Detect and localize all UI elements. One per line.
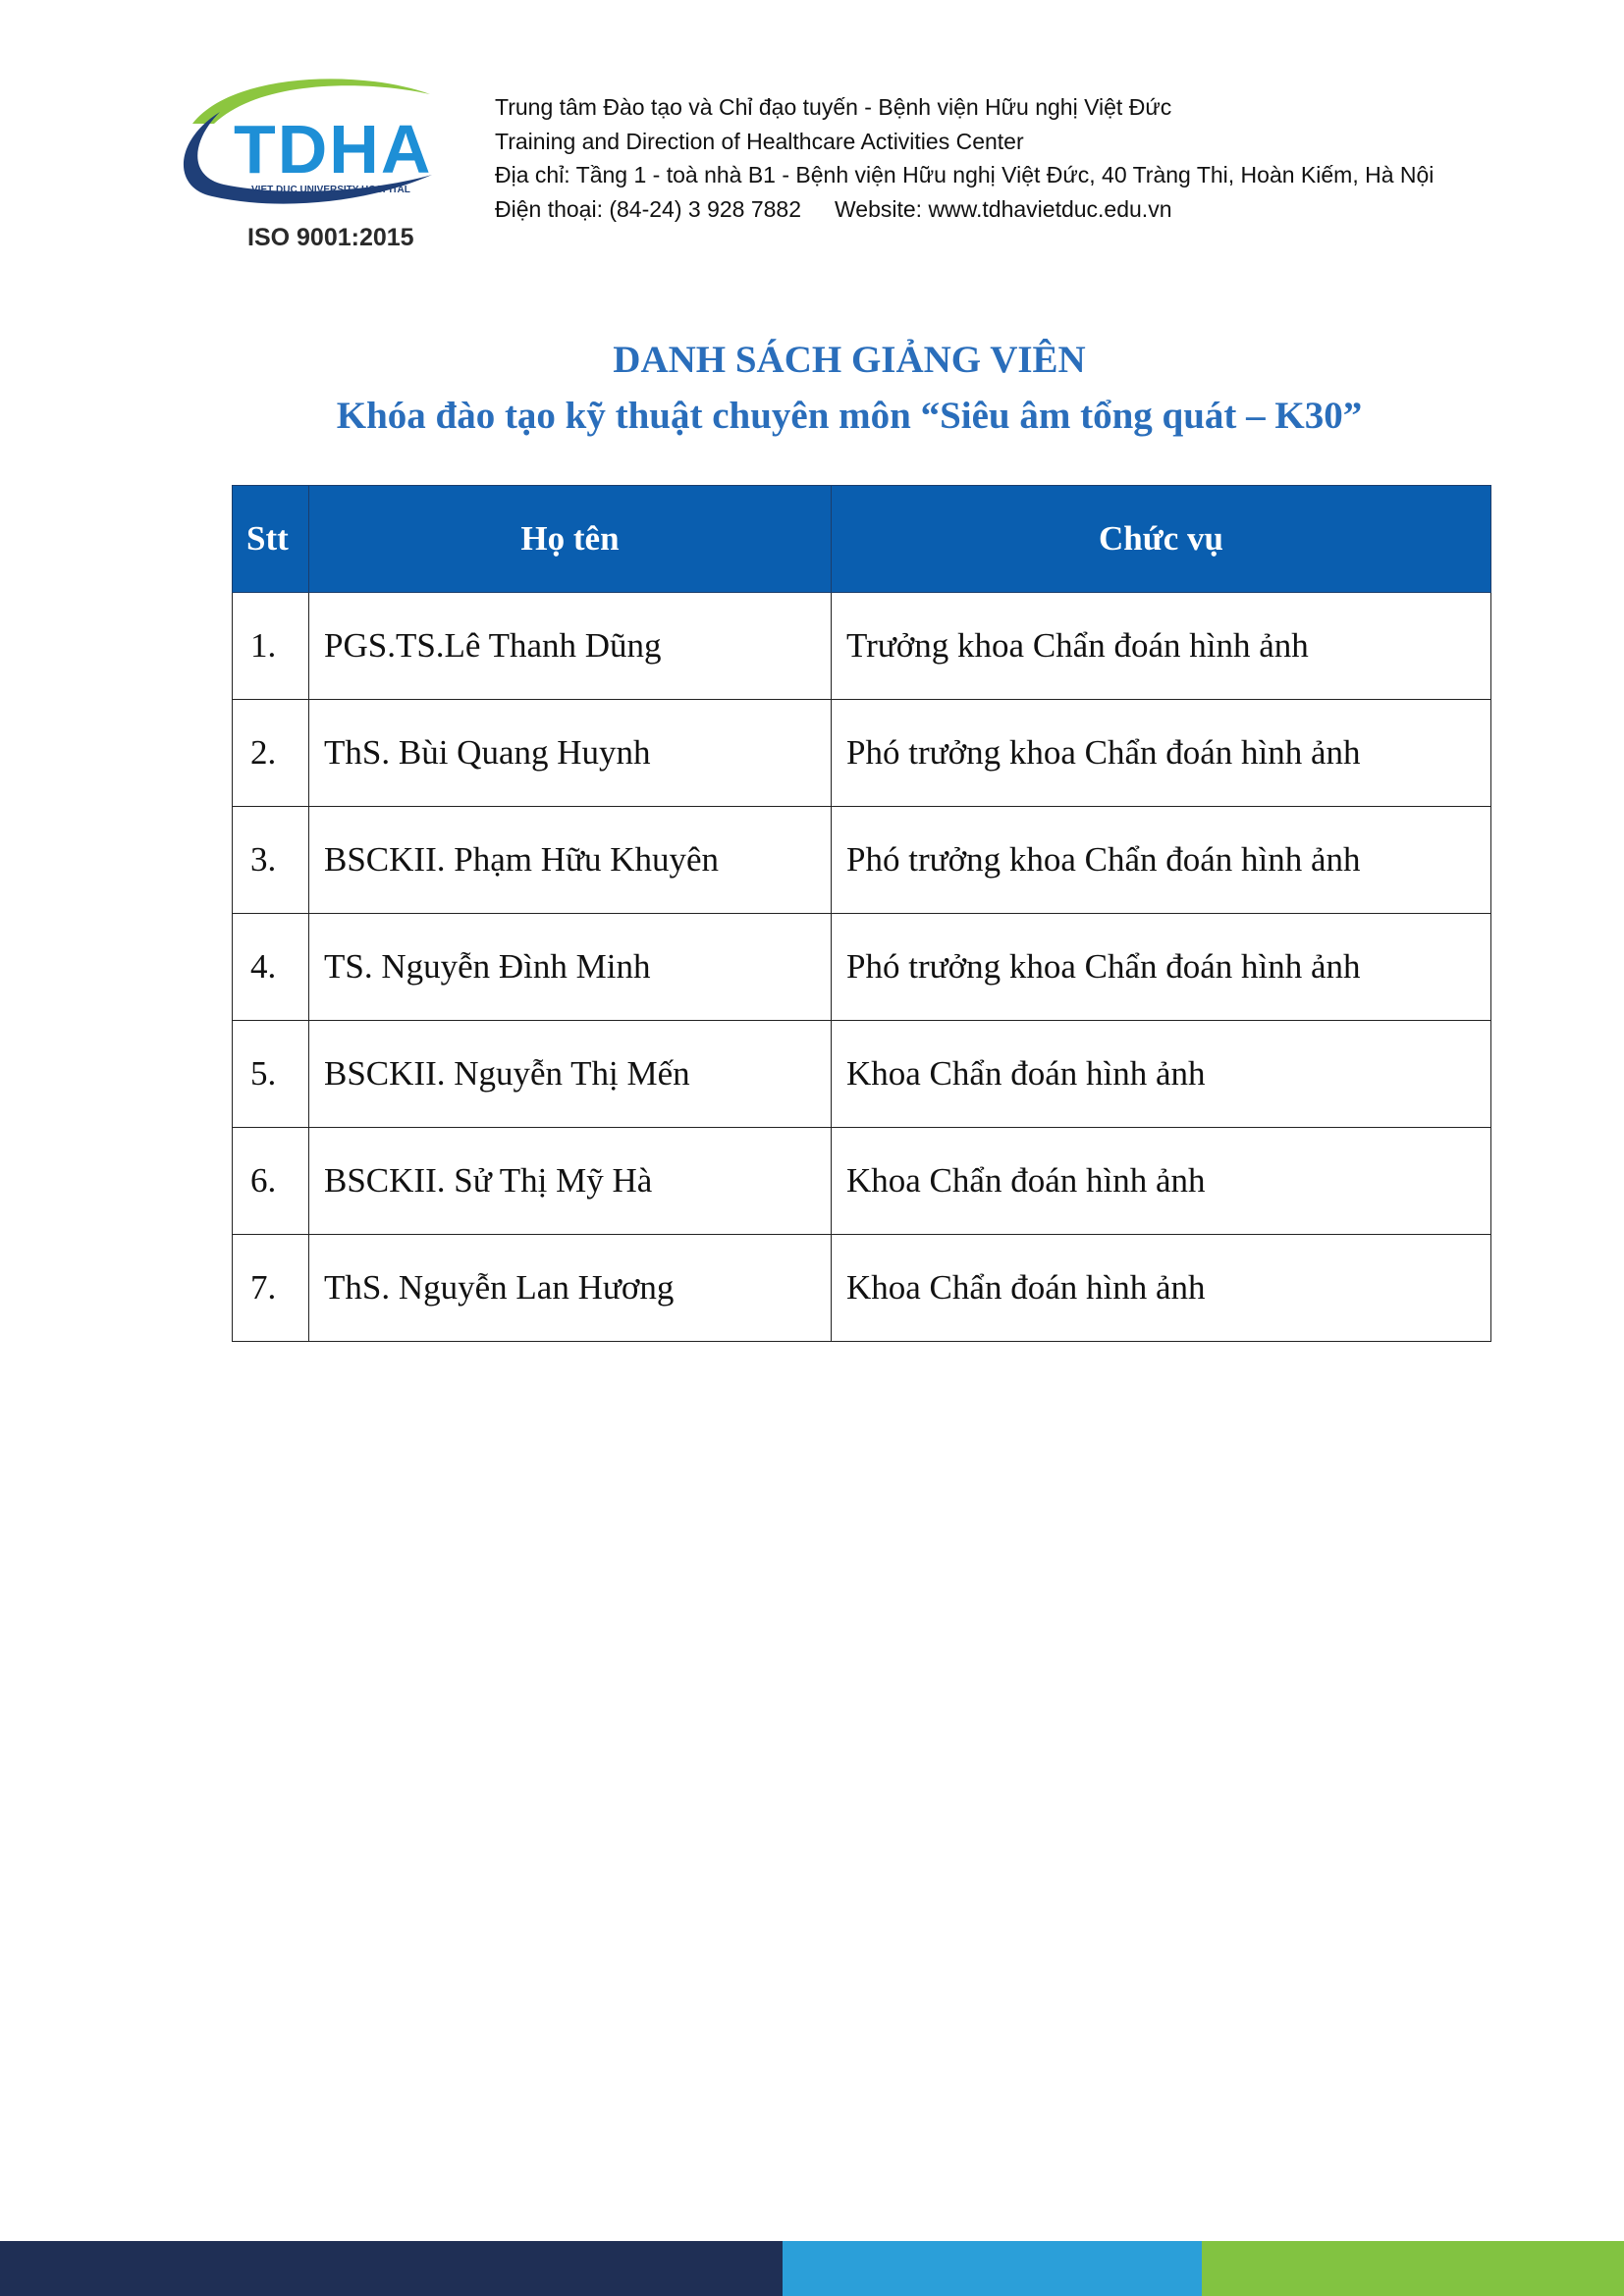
logo-tagline: VIET DUC UNIVERSITY HOSPITAL [251,185,410,195]
row-position: Phó trưởng khoa Chẩn đoán hình ảnh [832,807,1491,914]
row-stt: 3. [233,807,309,914]
logo-wordmark: TDHA [234,111,433,187]
row-name: ThS. Nguyễn Lan Hương [309,1235,832,1342]
row-position: Khoa Chẩn đoán hình ảnh [832,1021,1491,1128]
row-stt: 2. [233,700,309,807]
row-name: BSCKII. Nguyễn Thị Mến [309,1021,832,1128]
tdha-logo [173,73,448,259]
header-position: Chức vụ [832,486,1491,593]
table-row [233,1128,1491,1235]
row-position: Trưởng khoa Chẩn đoán hình ảnh [832,593,1491,700]
center-name-vi: Trung tâm Đào tạo và Chỉ đạo tuyến - Bệnh viện Hữu nghị Việt Đức [495,94,1172,120]
table-row [233,1021,1491,1128]
table-header-row [233,486,1491,593]
iso-certification: ISO 9001:2015 [247,224,414,251]
row-stt: 4. [233,914,309,1021]
header-info [495,90,1434,226]
table-row [233,700,1491,807]
row-position: Phó trưởng khoa Chẩn đoán hình ảnh [832,700,1491,807]
row-position: Khoa Chẩn đoán hình ảnh [832,1235,1491,1342]
row-position: Khoa Chẩn đoán hình ảnh [832,1128,1491,1235]
row-stt: 7. [233,1235,309,1342]
row-name: TS. Nguyễn Đình Minh [309,914,832,1021]
page-title: DANH SÁCH GIẢNG VIÊN [613,339,1086,381]
footer-segment-green [1202,2241,1624,2296]
table-row [233,914,1491,1021]
row-name: BSCKII. Sử Thị Mỹ Hà [309,1128,832,1235]
center-name-en: Training and Direction of Healthcare Activities Center [495,128,1024,154]
header-stt: Stt [233,486,309,593]
table-row [233,1235,1491,1342]
row-stt: 1. [233,593,309,700]
row-stt: 5. [233,1021,309,1128]
footer-band [0,2241,1624,2296]
row-name: PGS.TS.Lê Thanh Dũng [309,593,832,700]
website: Website: www.tdhavietduc.edu.vn [835,195,1172,222]
page-subtitle: Khóa đào tạo kỹ thuật chuyên môn “Siêu âm tổng quát – K30” [336,395,1363,437]
table-row [233,593,1491,700]
header-name: Họ tên [309,486,832,593]
row-name: ThS. Bùi Quang Huynh [309,700,832,807]
lecturer-table [232,485,1491,1342]
address: Địa chỉ: Tầng 1 - toà nhà B1 - Bệnh viện Hữu nghị Việt Đức, 40 Tràng Thi, Hoàn Kiếm, Hà Nội [495,162,1435,187]
table-row [233,807,1491,914]
row-stt: 6. [233,1128,309,1235]
phone: Điện thoại: (84-24) 3 928 7882 [495,195,801,222]
row-name: BSCKII. Phạm Hữu Khuyên [309,807,832,914]
footer-segment-blue [783,2241,1202,2296]
title-block [0,332,1624,444]
footer-segment-navy [0,2241,783,2296]
row-position: Phó trưởng khoa Chẩn đoán hình ảnh [832,914,1491,1021]
contact-line [495,192,1434,227]
